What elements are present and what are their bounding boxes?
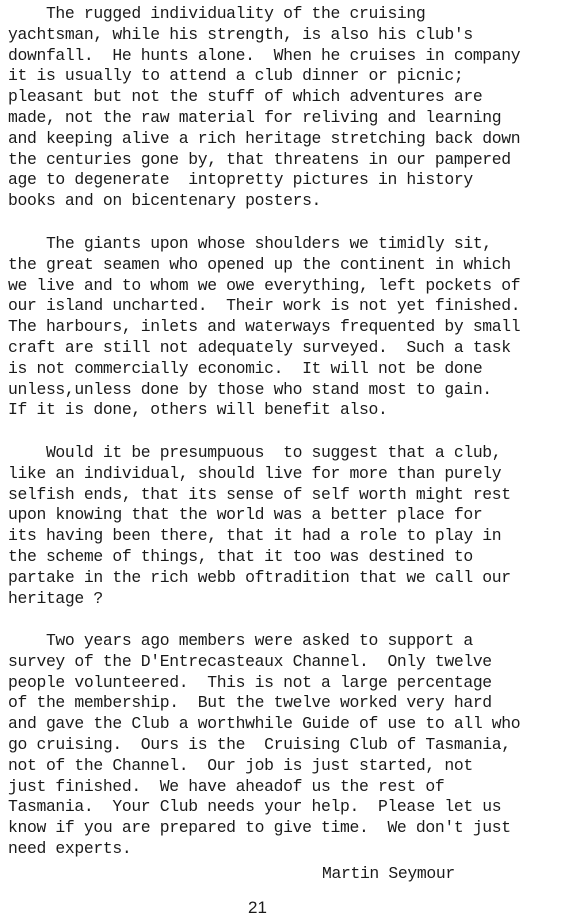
author-signature: Martin Seymour (322, 864, 455, 883)
paragraph-line: downfall. He hunts alone. When he cruises in company (8, 45, 521, 65)
paragraph-line: Tasmania. Your Club needs your help. Please let us (8, 797, 502, 817)
paragraph-line: just finished. We have aheadof us the rest of (8, 776, 445, 796)
paragraph-line: partake in the rich webb oftradition that we call our (8, 567, 511, 587)
paragraph-line: its having been there, that it had a role to play in (8, 526, 502, 546)
paragraph-line: like an individual, should live for more than purely (8, 463, 502, 483)
paragraph-4 (8, 631, 580, 860)
paragraph-line: is not commercially economic. It will not be done (8, 358, 483, 378)
paragraph-line: made, not the raw material for reliving and learning (8, 107, 502, 127)
paragraph-line: need experts. (8, 838, 132, 858)
paragraph-line: The harbours, inlets and waterways frequented by small (8, 317, 521, 337)
paragraph-line: upon knowing that the world was a better place for (8, 505, 483, 525)
paragraph-line: and gave the Club a worthwhile Guide of use to all who (8, 714, 521, 734)
paragraph-line: we live and to whom we owe everything, left pockets of (8, 275, 521, 295)
paragraph-line: go cruising. Ours is the Cruising Club of Tasmania, (8, 734, 511, 754)
paragraph-line: Would it be presumpuous to suggest that a club, (8, 443, 502, 462)
paragraph-line: pleasant but not the stuff of which adventures are (8, 87, 483, 107)
paragraph-line: selfish ends, that its sense of self worth might rest (8, 484, 511, 504)
paragraph-1 (8, 4, 580, 212)
paragraph-line: the scheme of things, that it too was destined to (8, 546, 473, 566)
paragraph-line: survey of the D'Entrecasteaux Channel. Only twelve (8, 651, 492, 671)
paragraph-line: The giants upon whose shoulders we timidly sit, (8, 234, 492, 253)
paragraph-line: yachtsman, while his strength, is also his club's (8, 24, 473, 44)
paragraph-line: the great seamen who opened up the continent in which (8, 254, 511, 274)
paragraph-line: it is usually to attend a club dinner or picnic; (8, 66, 464, 86)
paragraph-3 (8, 443, 580, 609)
paragraph-line: If it is done, others will benefit also. (8, 400, 388, 420)
paragraph-line: not of the Channel. Our job is just started, not (8, 755, 473, 775)
paragraph-line: books and on bicentenary posters. (8, 191, 322, 211)
paragraph-line: and keeping alive a rich heritage stretching back down (8, 128, 521, 148)
paragraph-line: the centuries gone by, that threatens in our pampered (8, 149, 511, 169)
paragraph-line: heritage ? (8, 588, 103, 608)
paragraph-line: craft are still not adequately surveyed. Such a task (8, 337, 511, 357)
paragraph-line: Two years ago members were asked to support a (8, 631, 473, 650)
paragraph-line: The rugged individuality of the cruising (8, 4, 426, 23)
paragraph-line: people volunteered. This is not a large percentage (8, 672, 492, 692)
paragraph-line: unless,unless done by those who stand most to gain. (8, 379, 492, 399)
paragraph-line: age to degenerate intopretty pictures in history (8, 170, 473, 190)
paragraph-line: our island uncharted. Their work is not yet finished. (8, 296, 521, 316)
page-number: 21 (248, 898, 267, 917)
paragraph-line: of the membership. But the twelve worked very hard (8, 693, 492, 713)
paragraph-line: know if you are prepared to give time. We don't just (8, 818, 511, 838)
paragraph-2 (8, 234, 580, 421)
